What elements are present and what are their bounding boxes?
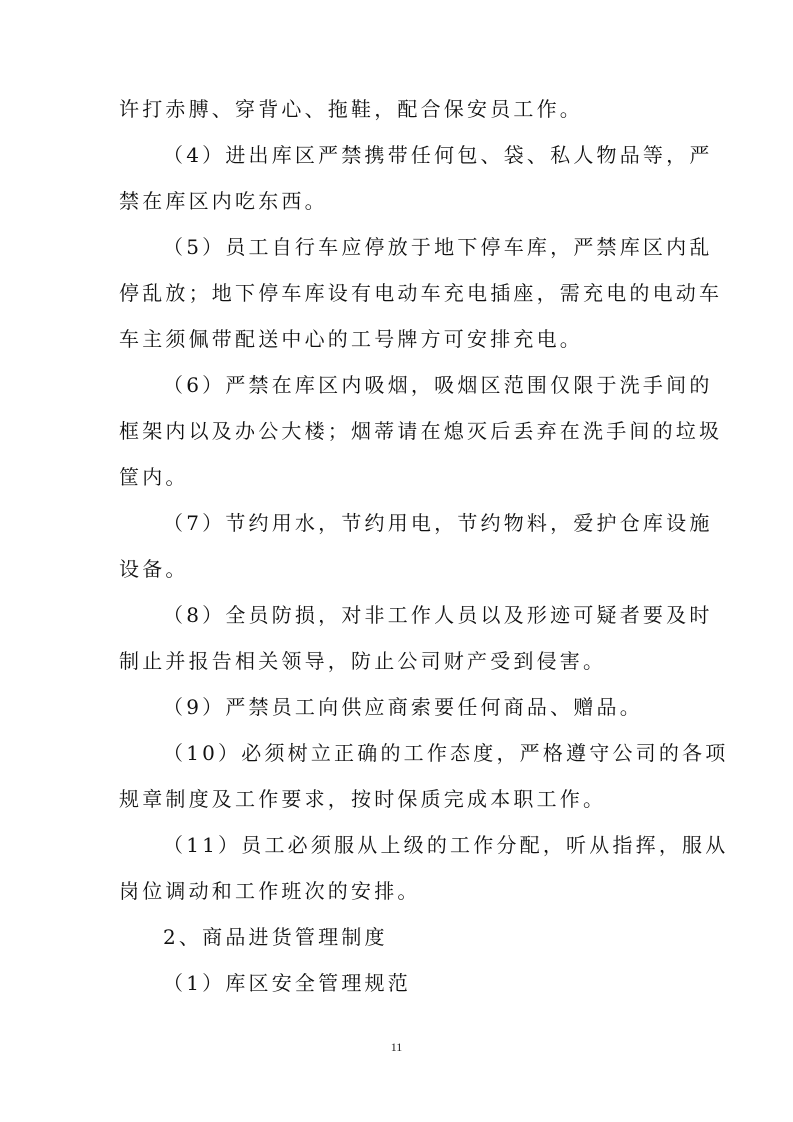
- text-line: 禁在库区内吃东西。: [119, 189, 328, 213]
- text-line: 制止并报告相关领导，防止公司财产受到侵害。: [119, 649, 607, 673]
- text-line: （4）进出库区严禁携带任何包、袋、私人物品等，严: [163, 143, 713, 167]
- text-line: （10）必须树立正确的工作态度，严格遵守公司的各项: [163, 741, 729, 765]
- text-line: （5）员工自行车应停放于地下停车库，严禁库区内乱: [163, 235, 713, 259]
- text-line: （7）节约用水，节约用电，节约物料，爱护仓库设施: [163, 511, 713, 535]
- text-line: 停乱放；地下停车库设有电动车充电插座，需充电的电动车: [119, 281, 723, 305]
- subsection-heading: （1）库区安全管理规范: [163, 971, 411, 995]
- text-line: （6）严禁在库区内吸烟，吸烟区范围仅限于洗手间的: [163, 373, 713, 397]
- text-line: 规章制度及工作要求，按时保质完成本职工作。: [119, 787, 607, 811]
- text-line: 设备。: [119, 557, 189, 581]
- page-number: 11: [390, 1040, 403, 1054]
- text-line: （9）严禁员工向供应商索要任何商品、赠品。: [163, 695, 643, 719]
- text-line: 筐内。: [119, 465, 189, 489]
- section-heading: 2、商品进货管理制度: [163, 925, 388, 949]
- text-line: 许打赤膊、穿背心、拖鞋，配合保安员工作。: [119, 97, 583, 121]
- text-line: （8）全员防损，对非工作人员以及形迹可疑者要及时: [163, 603, 713, 627]
- text-line: （11）员工必须服从上级的工作分配，听从指挥，服从: [163, 833, 729, 857]
- text-line: 框架内以及办公大楼；烟蒂请在熄灭后丢弃在洗手间的垃圾: [119, 419, 723, 443]
- document-body: [119, 86, 729, 1006]
- text-line: 车主须佩带配送中心的工号牌方可安排充电。: [119, 327, 583, 351]
- text-line: 岗位调动和工作班次的安排。: [119, 879, 421, 903]
